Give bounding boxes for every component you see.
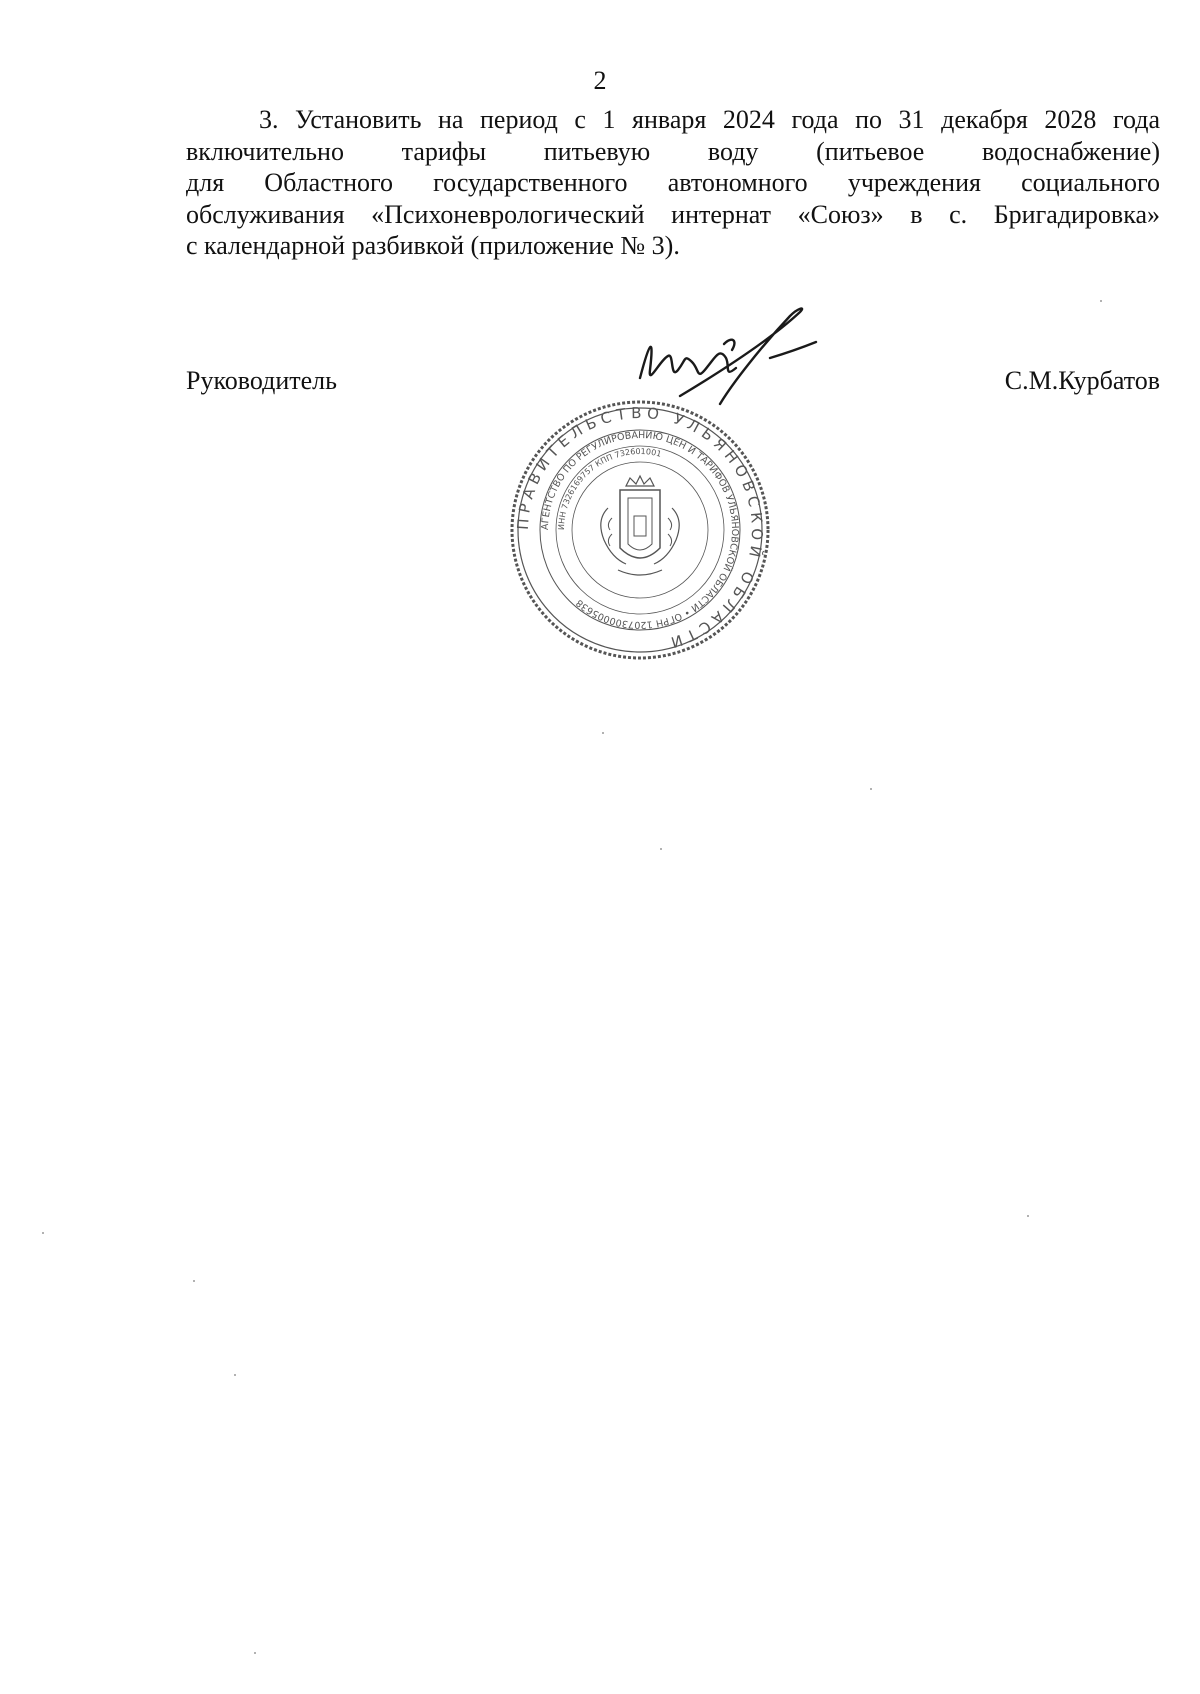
page-number: 2 [593, 66, 607, 95]
svg-text:ПРАВИТЕЛЬСТВО УЛЬЯНОВСКОЙ ОБЛА: ПРАВИТЕЛЬСТВО УЛЬЯНОВСКОЙ ОБЛАСТИ [513, 403, 767, 653]
scan-speck [42, 1232, 44, 1234]
resolution-paragraph [186, 104, 1160, 262]
scan-speck [660, 848, 662, 850]
scan-speck [602, 732, 604, 734]
scan-speck [1027, 1215, 1029, 1217]
svg-text:АГЕНТСТВО ПО РЕГУЛИРОВАНИЮ ЦЕН: АГЕНТСТВО ПО РЕГУЛИРОВАНИЮ ЦЕН И ТАРИФОВ УЛЬЯНОВСКОЙ ОБЛАСТИ • ОГРН 1207300005638 [539, 429, 741, 631]
paragraph-line: с календарной разбивкой (приложение № 3). [186, 231, 680, 260]
paragraph-line: для Областного государственного автономного учреждения социального [186, 168, 1160, 197]
scan-speck [234, 1374, 236, 1376]
paragraph-line: включительно тарифы питьевую воду (питьевое водоснабжение) [186, 136, 1160, 166]
scan-speck [254, 1652, 256, 1654]
paragraph-line: обслуживания «Психоневрологический интернат «Союз» в с. Бригадировка» [186, 199, 1160, 229]
scan-speck [193, 1280, 195, 1282]
paragraph-line: 3. Установить на период с 1 января 2024 года по 31 декабря 2028 года [259, 105, 1160, 134]
handwritten-signature-icon [620, 300, 880, 460]
svg-text:ИНН 7326169757 КПП 732601001: ИНН 7326169757 КПП 732601001 [556, 446, 663, 531]
signatory-title: Руководитель [186, 366, 337, 395]
scan-speck [870, 788, 872, 790]
signatory-name: С.М.Курбатов [1004, 366, 1160, 395]
scan-speck [1100, 300, 1102, 302]
